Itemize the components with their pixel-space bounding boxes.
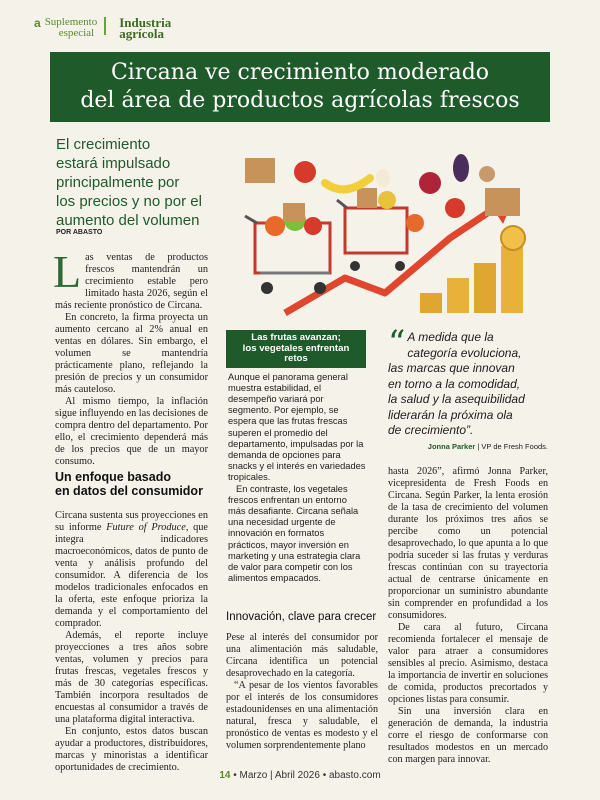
- agricola-word: agrícola: [119, 26, 165, 41]
- subtitle-line: El crecimiento: [56, 136, 151, 153]
- supplement-label: [45, 17, 98, 39]
- section-name: [119, 17, 171, 39]
- quote-text: A medida que la categoría evoluciona, las marcas que innovan en torno a la comodidad, la salud y la asequibilidad liderarán la próxima ola de crecimiento”.: [388, 330, 525, 437]
- paragraph: Sin una inversión clara en generación de demanda, la industria corre el riesgo de conformarse con resultados modestos en un mercado con margen para innovar.: [388, 706, 548, 765]
- onion-icon: [479, 166, 495, 182]
- subtitle-line: los precios y no por el: [56, 193, 202, 210]
- subtitle-line: estará impulsado: [56, 155, 171, 172]
- article-column-1-section: [55, 470, 208, 774]
- paragraph: Pese al interés del consumidor por una alimentación más saludable, Circana identifica un potencial desaprovechado en la categoría.: [226, 632, 378, 679]
- box-icon: [485, 188, 520, 216]
- footer-text: • Marzo | Abril 2026 • abasto.com: [230, 770, 381, 781]
- paragraph: Al mismo tiempo, la inflación sigue influyendo en las decisiones de compra dentro del departamento. Por ello, el crecimiento dependerá más de los precios que de un mayor consumo.: [55, 396, 208, 467]
- paragraph: Aunque el panorama general muestra estabilidad, el desempeño variará por segmento. Por ejemplo, se espera que las frutas frescas superen el promedio del departamento, impulsadas por la demanda de opciones para snacks y el interés en variedades tropicales.: [228, 371, 366, 483]
- paragraph: En contraste, los vegetales frescos enfrentan un entorno más desafiante. Circana señala una necesidad urgente de innovación en formatos prácticos, mayor inversión en marketing y una estrategia clara de valor para competir con los alimentos empacados.: [228, 483, 361, 584]
- eggplant-icon: [453, 154, 469, 182]
- supplement-header: [34, 17, 171, 39]
- produce-carts-illustration: [235, 128, 555, 323]
- paragraph: Las ventas de productos frescos mantendrán un crecimiento estable pero limitado hasta 2026, según el más reciente pronóstico de Circana.: [53, 246, 208, 311]
- pepper-icon: [406, 214, 424, 232]
- paragraph: De cara al futuro, Circana recomienda fortalecer el mensaje de valor para atraer a consumidores sensibles al precio. Asimismo, destaca la importancia de invertir en soluciones de comida, productos precortados y opciones listas para consumir.: [388, 622, 548, 705]
- section-heading: Innovación, clave para crecer: [226, 611, 377, 623]
- paragraph: En concreto, la firma proyecta un aumento cercano al 2% anual en ventas en dólares. Sin embargo, el volumen se mantendría prácticamente plano, reflejando la presión de precios y un consumidor más cauteloso.: [55, 312, 208, 395]
- drop-cap: L: [53, 246, 82, 297]
- industria-word: Industria: [119, 15, 172, 30]
- quote-mark-icon: “: [388, 323, 406, 363]
- article-subtitle: [56, 135, 246, 230]
- shopping-cart-icon: [337, 188, 407, 271]
- paragraph: hasta 2026”, afirmó Jonna Parker, vicepresidenta de Fresh Foods en Circana. Según Parker, la lenta erosión de la tasa de crecimiento del volumen durante los próximos tres años se percibe como un potencial desaprovechado, lo que apunta a lo que podría suceder si las frutas y verduras frescas continúan con su trayectoria actual de centrarse únicamente en proporcionar un suministro abundante sin comprender en profundidad a los consumidores.: [388, 466, 548, 621]
- paragraph: Circana sustenta sus proyecciones en su informe Future of Produce, que integra indicadores macroeconómicos, datos de punto de venta y análisis profundo del consumidor. A diferencia de los modelos tradicionales enfocados en la oferta, este enfoque prioriza la demanda y el comportamiento del comprador.: [55, 510, 208, 629]
- paragraph: “A pesar de los vientos favorables por el interés de los consumidores estadounidenses en una alimentación natural, fresca y saludable, el pronóstico de ventas es modesto y el volumen sorprendentemente plano: [226, 680, 378, 751]
- egg-icon: [376, 169, 390, 187]
- paragraph: En conjunto, estos datos buscan ayudar a productores, distribuidores, marcas y minoristas a identificar oportunidades de crecimiento.: [55, 726, 208, 773]
- tomato-icon: [445, 198, 465, 218]
- sidebar-body: [226, 372, 366, 585]
- page-number: 14: [219, 770, 231, 781]
- sidebar-box: [226, 330, 366, 590]
- banana-icon: [325, 178, 370, 189]
- quote-attribution: Jonna Parker | VP de Fresh Foods.: [427, 441, 548, 451]
- subtitle-line: aumento del volumen: [56, 212, 200, 229]
- article-title: [50, 52, 550, 122]
- leaf-icon: [104, 17, 112, 35]
- pull-quote: [388, 323, 548, 451]
- page-footer: [0, 770, 600, 781]
- sidebar-title: Las frutas avanzan; los vegetales enfrentan retos: [226, 330, 366, 368]
- shopping-cart-icon: [245, 203, 330, 294]
- article-column-2-section: [226, 610, 378, 752]
- supplement-word: Suplemento: [44, 16, 98, 28]
- special-word: especial: [58, 27, 95, 39]
- article-column-3: [388, 466, 548, 766]
- tomato-icon: [294, 161, 316, 183]
- title-line-2: del área de productos agrícolas frescos: [80, 88, 520, 113]
- abasto-logo: a: [34, 16, 41, 30]
- title-line-1: Circana ve crecimiento moderado: [110, 60, 490, 85]
- article-column-1: [53, 246, 208, 468]
- pomegranate-icon: [419, 172, 441, 194]
- box-icon: [245, 158, 275, 183]
- coin-stacks-icon: [420, 226, 525, 313]
- subtitle-line: principalmente por: [56, 174, 180, 191]
- byline: POR ABASTO: [56, 229, 103, 236]
- section-heading: Un enfoque basado en datos del consumidor: [55, 470, 203, 498]
- paragraph: Además, el reporte incluye proyecciones a tres años sobre ventas, volumen y precios para frutas frescas, vegetales frescos y más de 30 categorías específicas. También incorpora resultados de encuestas al consumidor a través de una plataforma digital interactiva.: [55, 630, 208, 725]
